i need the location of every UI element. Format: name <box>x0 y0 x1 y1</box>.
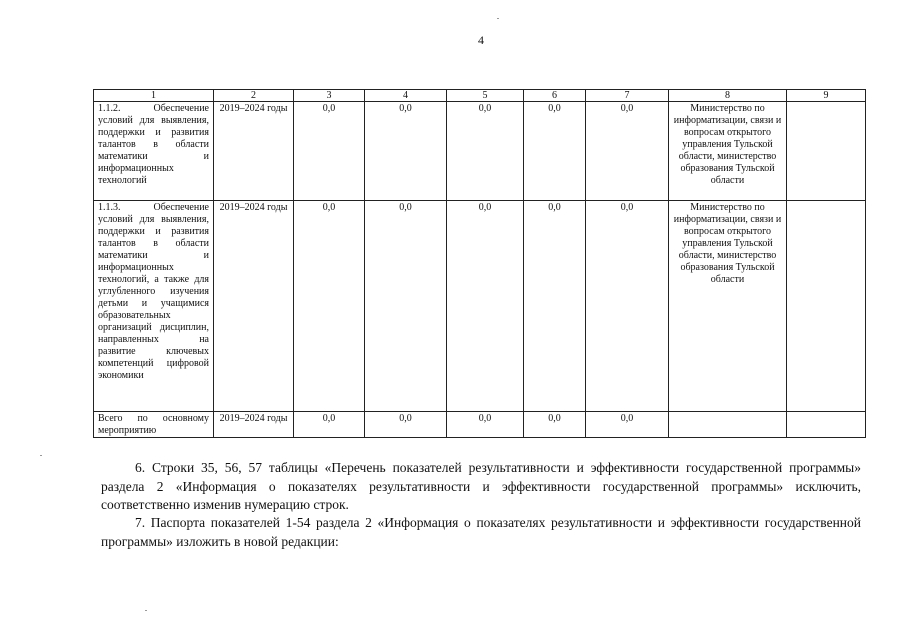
executor-cell <box>669 412 787 438</box>
header-cell: 9 <box>787 90 866 102</box>
value-cell: 0,0 <box>586 102 669 201</box>
header-cell: 7 <box>586 90 669 102</box>
header-cell: 8 <box>669 90 787 102</box>
paragraph-7: 7. Паспорта показателей 1-54 раздела 2 «Информация о показателях результативности и эффективности государственной программы» изложить в новой редакции: <box>101 515 861 549</box>
value-cell: 0,0 <box>365 412 447 438</box>
header-cell: 2 <box>214 90 294 102</box>
value-cell: 0,0 <box>365 201 447 412</box>
measure-name-cell: 1.1.3. Обеспечение условий для выявления, поддержки и развития талантов в области математики и информационных технологий, а также для углубленного изучения детьми и учащимися образовательных организаций дисциплин, направленных на развитие ключевых компетенций цифровой экономики <box>94 201 214 412</box>
value-cell: 0,0 <box>524 102 586 201</box>
page-number: 4 <box>478 33 484 47</box>
scan-speck <box>40 455 42 456</box>
period-cell: 2019–2024 годы <box>214 412 294 438</box>
measure-name-cell: 1.1.2. Обеспечение условий для выявления, поддержки и развития талантов в области математики и информационных технологий <box>94 102 214 201</box>
table-header-row <box>94 90 866 102</box>
value-cell: 0,0 <box>294 412 365 438</box>
note-cell <box>787 201 866 412</box>
paragraph-6: 6. Строки 35, 56, 57 таблицы «Перечень показателей результативности и эффективности государственной программы» раздела 2 «Информация о показателях результативности и эффективности государственной программы» исключить, соответственно изменив нумерацию строк. <box>101 460 861 512</box>
value-cell: 0,0 <box>447 102 524 201</box>
note-cell <box>787 412 866 438</box>
value-cell: 0,0 <box>524 412 586 438</box>
executor-cell: Министерство по информатизации, связи и вопросам открытого управления Тульской области, министерство образования Тульской области <box>669 201 787 412</box>
period-cell: 2019–2024 годы <box>214 102 294 201</box>
table-row <box>94 201 866 412</box>
value-cell: 0,0 <box>365 102 447 201</box>
header-cell: 6 <box>524 90 586 102</box>
header-cell: 4 <box>365 90 447 102</box>
period-cell: 2019–2024 годы <box>214 201 294 412</box>
value-cell: 0,0 <box>447 201 524 412</box>
header-cell: 5 <box>447 90 524 102</box>
program-table <box>93 89 866 438</box>
header-cell: 1 <box>94 90 214 102</box>
measure-name-cell: Всего по основному мероприятию <box>94 412 214 438</box>
value-cell: 0,0 <box>294 102 365 201</box>
value-cell: 0,0 <box>586 201 669 412</box>
value-cell: 0,0 <box>294 201 365 412</box>
value-cell: 0,0 <box>447 412 524 438</box>
value-cell: 0,0 <box>524 201 586 412</box>
note-cell <box>787 102 866 201</box>
scan-speck <box>145 610 147 611</box>
scan-speck <box>497 18 499 19</box>
table-row <box>94 412 866 438</box>
table-row <box>94 102 866 201</box>
value-cell: 0,0 <box>586 412 669 438</box>
header-cell: 3 <box>294 90 365 102</box>
executor-cell: Министерство по информатизации, связи и вопросам открытого управления Тульской области, министерство образования Тульской области <box>669 102 787 201</box>
